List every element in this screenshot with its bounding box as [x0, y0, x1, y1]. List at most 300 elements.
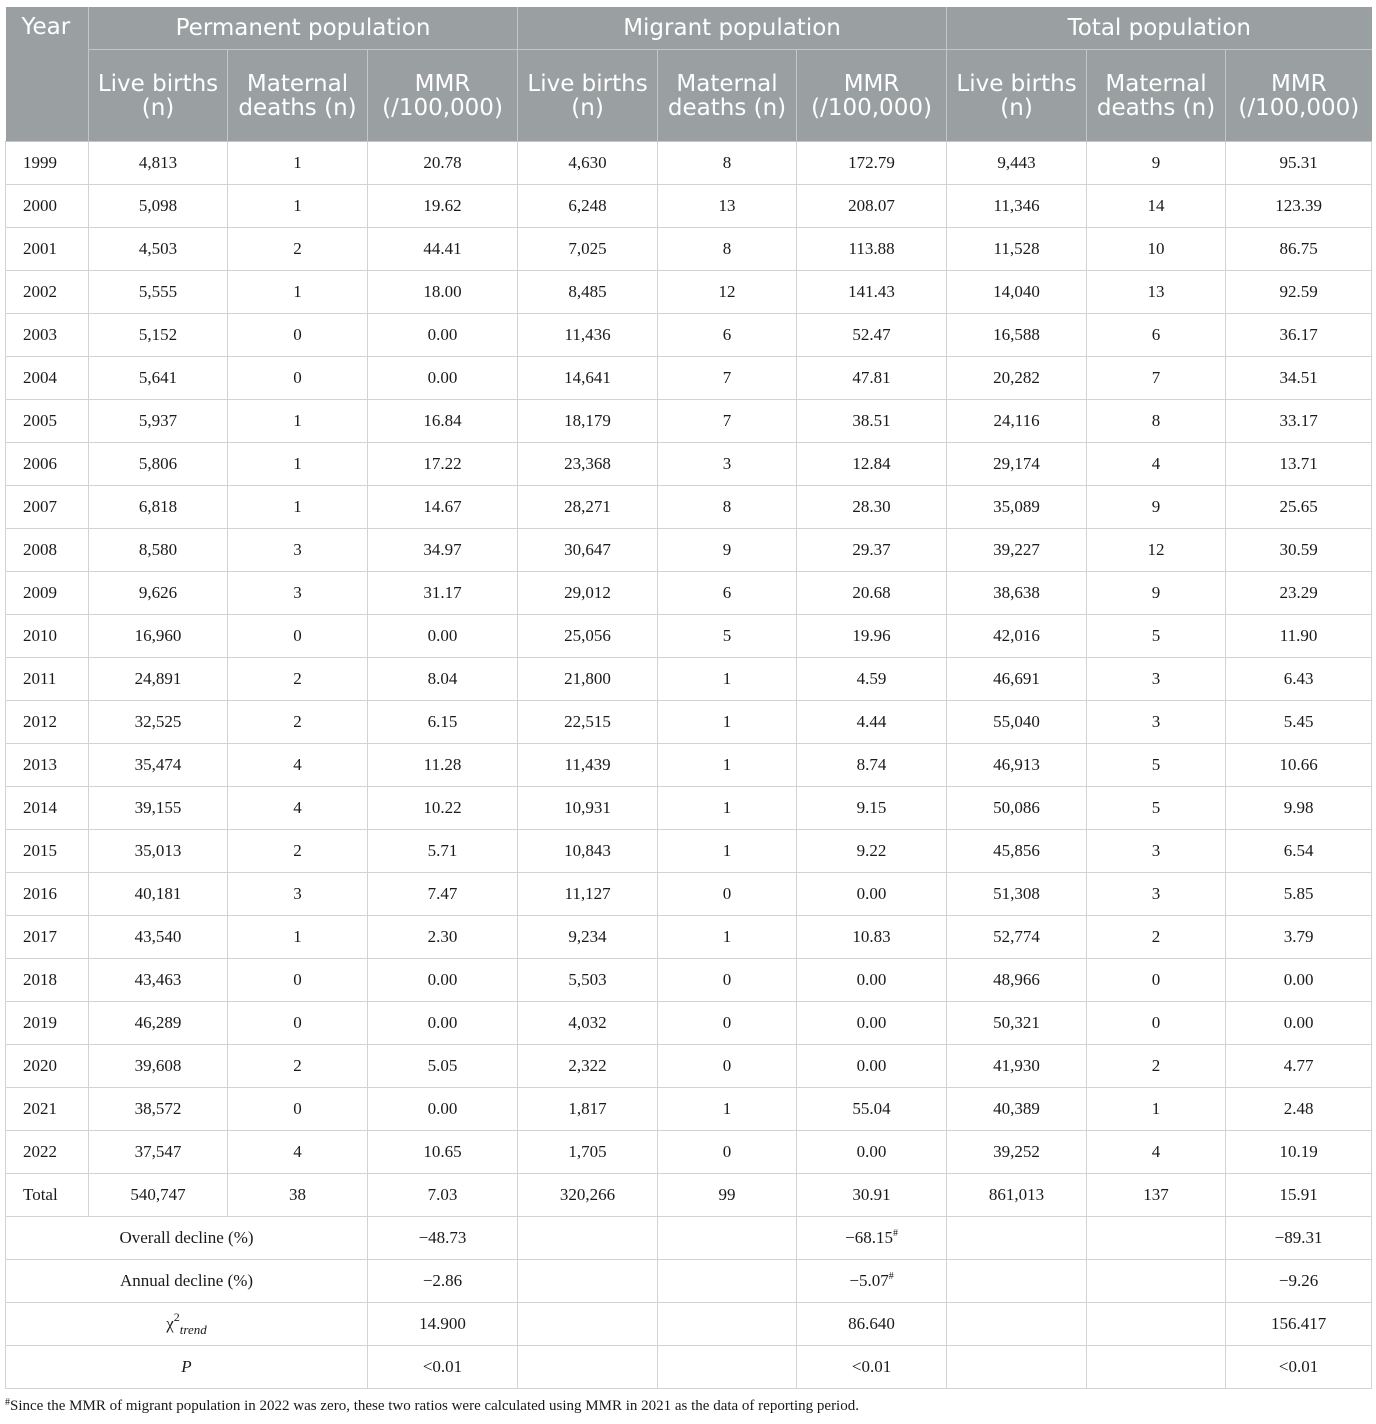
table-cell: 2	[228, 228, 368, 271]
table-cell: 141.43	[797, 271, 947, 314]
table-cell: 7.47	[368, 873, 518, 916]
table-cell: 39,227	[947, 529, 1087, 572]
table-cell: 0	[1087, 1002, 1226, 1045]
table-row	[6, 443, 1372, 486]
table-cell: 9	[1087, 486, 1226, 529]
header-group-total: Total population	[947, 7, 1372, 50]
footnote-mark: #	[888, 1271, 894, 1282]
table-cell: 25.65	[1226, 486, 1372, 529]
table-cell	[518, 1346, 658, 1389]
table-cell: 6	[1087, 314, 1226, 357]
table-cell: 7	[658, 400, 797, 443]
row-year-cell: 2021	[6, 1088, 89, 1131]
table-cell: 5.71	[368, 830, 518, 873]
table-cell: 95.31	[1226, 142, 1372, 185]
mmr-table	[5, 7, 1372, 1389]
table-cell: 3	[658, 443, 797, 486]
table-cell: 5.85	[1226, 873, 1372, 916]
table-cell	[658, 1346, 797, 1389]
table-cell: 19.62	[368, 185, 518, 228]
chi-superscript: 2	[173, 1310, 180, 1324]
table-cell: 1,705	[518, 1131, 658, 1174]
table-cell: 14.67	[368, 486, 518, 529]
summary-row-chi-square	[6, 1303, 1372, 1346]
table-cell: 29,174	[947, 443, 1087, 486]
table-cell: 4	[228, 787, 368, 830]
table-cell: 86.640	[797, 1303, 947, 1346]
table-cell: 3	[1087, 658, 1226, 701]
table-cell: 6	[658, 314, 797, 357]
table-cell: 3	[228, 873, 368, 916]
table-cell: 5,098	[89, 185, 228, 228]
table-cell: 9,234	[518, 916, 658, 959]
table-cell: 6,248	[518, 185, 658, 228]
table-cell: 45,856	[947, 830, 1087, 873]
table-cell: 48,966	[947, 959, 1087, 1002]
table-cell: 3.79	[1226, 916, 1372, 959]
table-cell: 8	[658, 142, 797, 185]
header-row-sub	[6, 50, 1372, 142]
table-cell: 11,436	[518, 314, 658, 357]
table-cell: 8	[658, 486, 797, 529]
table-cell: 1	[658, 658, 797, 701]
table-cell: 4.59	[797, 658, 947, 701]
table-cell: 32,525	[89, 701, 228, 744]
table-cell: 1	[658, 1088, 797, 1131]
table-cell: 0	[228, 1088, 368, 1131]
row-year-cell: 1999	[6, 142, 89, 185]
table-cell: 40,181	[89, 873, 228, 916]
table-cell: 39,252	[947, 1131, 1087, 1174]
table-cell: 2.48	[1226, 1088, 1372, 1131]
table-cell: 40,389	[947, 1088, 1087, 1131]
table-cell: 92.59	[1226, 271, 1372, 314]
table-row	[6, 314, 1372, 357]
table-cell: 9.22	[797, 830, 947, 873]
table-row	[6, 1002, 1372, 1045]
table-cell: 20.68	[797, 572, 947, 615]
row-year-cell: 2005	[6, 400, 89, 443]
table-cell: 19.96	[797, 615, 947, 658]
table-cell: 861,013	[947, 1174, 1087, 1217]
table-cell: 4	[228, 744, 368, 787]
table-cell: 0.00	[797, 1045, 947, 1088]
table-cell: 1,817	[518, 1088, 658, 1131]
table-cell: 34.97	[368, 529, 518, 572]
table-cell: 4.44	[797, 701, 947, 744]
table-cell: 4.77	[1226, 1045, 1372, 1088]
table-cell: 31.17	[368, 572, 518, 615]
table-cell: 8,580	[89, 529, 228, 572]
table-cell	[947, 1303, 1087, 1346]
table-row	[6, 830, 1372, 873]
table-cell: 6	[658, 572, 797, 615]
table-cell: 52,774	[947, 916, 1087, 959]
row-year-cell: 2022	[6, 1131, 89, 1174]
table-row	[6, 787, 1372, 830]
row-year-cell: 2018	[6, 959, 89, 1002]
row-year-cell: 2002	[6, 271, 89, 314]
header-mmr: MMR (/100,000)	[368, 50, 518, 142]
table-cell: 37,547	[89, 1131, 228, 1174]
header-maternal-deaths: Maternal deaths (n)	[658, 50, 797, 142]
table-cell: 6.15	[368, 701, 518, 744]
row-year-cell: 2010	[6, 615, 89, 658]
table-cell: 1	[658, 916, 797, 959]
table-cell: <0.01	[368, 1346, 518, 1389]
table-cell	[947, 1346, 1087, 1389]
table-cell: 14,040	[947, 271, 1087, 314]
table-cell: 1	[228, 443, 368, 486]
table-cell: 35,013	[89, 830, 228, 873]
table-cell: 51,308	[947, 873, 1087, 916]
table-cell: 3	[1087, 873, 1226, 916]
table-cell: 6.54	[1226, 830, 1372, 873]
table-cell: 9,443	[947, 142, 1087, 185]
table-row	[6, 701, 1372, 744]
table-row	[6, 744, 1372, 787]
table-cell: 1	[228, 486, 368, 529]
table-cell	[1087, 1260, 1226, 1303]
header-row-groups	[6, 7, 1372, 50]
table-cell: 9	[1087, 142, 1226, 185]
row-year-cell: 2016	[6, 873, 89, 916]
table-cell: 18.00	[368, 271, 518, 314]
table-cell: 24,891	[89, 658, 228, 701]
table-cell: 2	[228, 830, 368, 873]
table-cell: 10,843	[518, 830, 658, 873]
table-cell: 52.47	[797, 314, 947, 357]
table-cell	[658, 1260, 797, 1303]
table-cell: 0.00	[368, 615, 518, 658]
row-year-cell: 2011	[6, 658, 89, 701]
summary-label: Annual decline (%)	[6, 1260, 368, 1303]
table-cell: 1	[658, 830, 797, 873]
table-cell: 5	[1087, 744, 1226, 787]
table-cell: 21,800	[518, 658, 658, 701]
row-year-cell: 2004	[6, 357, 89, 400]
table-cell: 4	[1087, 1131, 1226, 1174]
table-cell: 8.74	[797, 744, 947, 787]
table-cell: 5	[1087, 615, 1226, 658]
table-cell: 14.900	[368, 1303, 518, 1346]
table-cell: 4,813	[89, 142, 228, 185]
table-cell: 137	[1087, 1174, 1226, 1217]
table-cell: 30.59	[1226, 529, 1372, 572]
table-cell: 5,555	[89, 271, 228, 314]
table-cell: 10.66	[1226, 744, 1372, 787]
table-row	[6, 357, 1372, 400]
table-cell: 86.75	[1226, 228, 1372, 271]
table-cell: 42,016	[947, 615, 1087, 658]
table-cell: 41,930	[947, 1045, 1087, 1088]
table-cell: 10.83	[797, 916, 947, 959]
header-live-births: Live births (n)	[89, 50, 228, 142]
table-cell: 10	[1087, 228, 1226, 271]
row-year-cell: 2000	[6, 185, 89, 228]
table-cell: 20.78	[368, 142, 518, 185]
table-row	[6, 1174, 1372, 1217]
table-cell: 10.19	[1226, 1131, 1372, 1174]
table-cell: 5	[658, 615, 797, 658]
table-cell: 38,572	[89, 1088, 228, 1131]
table-cell	[1087, 1346, 1226, 1389]
table-cell: 7	[658, 357, 797, 400]
table-cell: 1	[228, 916, 368, 959]
header-mmr: MMR (/100,000)	[1226, 50, 1372, 142]
table-cell: 25,056	[518, 615, 658, 658]
table-cell: 11.90	[1226, 615, 1372, 658]
table-cell: 30,647	[518, 529, 658, 572]
table-cell: 0	[228, 615, 368, 658]
table-cell: 1	[658, 701, 797, 744]
table-cell: 35,474	[89, 744, 228, 787]
table-cell: 0.00	[368, 357, 518, 400]
table-cell: 0.00	[797, 1002, 947, 1045]
table-row	[6, 959, 1372, 1002]
table-cell: 46,289	[89, 1002, 228, 1045]
table-cell: 36.17	[1226, 314, 1372, 357]
summary-label	[6, 1303, 368, 1346]
table-cell: 4	[1087, 443, 1226, 486]
table-cell: 8	[1087, 400, 1226, 443]
table-cell: 0.00	[368, 1002, 518, 1045]
row-year-cell: 2012	[6, 701, 89, 744]
table-cell: 55,040	[947, 701, 1087, 744]
table-cell: 5.05	[368, 1045, 518, 1088]
table-cell: 1	[658, 744, 797, 787]
table-cell: 47.81	[797, 357, 947, 400]
table-cell: 123.39	[1226, 185, 1372, 228]
table-cell: 0	[658, 1131, 797, 1174]
table-cell	[1087, 1217, 1226, 1260]
footnote-mark: #	[5, 1397, 10, 1408]
row-year-cell: 2006	[6, 443, 89, 486]
table-cell: 11,127	[518, 873, 658, 916]
table-cell: 5,503	[518, 959, 658, 1002]
table-cell: 3	[228, 529, 368, 572]
table-cell: 28,271	[518, 486, 658, 529]
table-cell: 43,463	[89, 959, 228, 1002]
table-cell: 2	[1087, 916, 1226, 959]
table-cell: 13	[1087, 271, 1226, 314]
table-cell: 5	[1087, 787, 1226, 830]
header-mmr: MMR (/100,000)	[797, 50, 947, 142]
table-row	[6, 873, 1372, 916]
table-cell: 5,806	[89, 443, 228, 486]
table-cell: 0.00	[368, 314, 518, 357]
table-cell: −2.86	[368, 1260, 518, 1303]
table-cell: 44.41	[368, 228, 518, 271]
table-cell: 39,155	[89, 787, 228, 830]
table-cell: 320,266	[518, 1174, 658, 1217]
table-cell: 0	[228, 959, 368, 1002]
table-cell: −9.26	[1226, 1260, 1372, 1303]
row-year-cell: 2007	[6, 486, 89, 529]
row-year-cell: 2015	[6, 830, 89, 873]
table-cell: 9	[658, 529, 797, 572]
table-cell: 0	[228, 357, 368, 400]
table-cell: 0	[658, 1002, 797, 1045]
table-cell: 22,515	[518, 701, 658, 744]
table-cell: 23.29	[1226, 572, 1372, 615]
table-cell	[518, 1303, 658, 1346]
table-cell: 10,931	[518, 787, 658, 830]
header-live-births: Live births (n)	[947, 50, 1087, 142]
table-cell: 0.00	[368, 959, 518, 1002]
table-row	[6, 658, 1372, 701]
table-cell: 2	[228, 701, 368, 744]
table-cell: 8.04	[368, 658, 518, 701]
table-cell: 16,960	[89, 615, 228, 658]
table-cell: 4	[228, 1131, 368, 1174]
table-row	[6, 400, 1372, 443]
table-cell: 0.00	[797, 1131, 947, 1174]
table-cell: 8,485	[518, 271, 658, 314]
header-year: Year	[6, 7, 89, 142]
table-cell: 6,818	[89, 486, 228, 529]
table-cell: 33.17	[1226, 400, 1372, 443]
table-cell: 35,089	[947, 486, 1087, 529]
table-cell: 7,025	[518, 228, 658, 271]
table-cell: 0	[1087, 959, 1226, 1002]
table-cell: 12	[1087, 529, 1226, 572]
table-row	[6, 572, 1372, 615]
table-cell: 2	[1087, 1045, 1226, 1088]
table-cell: 11,528	[947, 228, 1087, 271]
footnote-mark: #	[892, 1228, 898, 1239]
table-cell: −89.31	[1226, 1217, 1372, 1260]
header-group-migrant: Migrant population	[518, 7, 947, 50]
table-cell: 172.79	[797, 142, 947, 185]
table-cell: 38,638	[947, 572, 1087, 615]
table-cell: 55.04	[797, 1088, 947, 1131]
table-cell: 1	[658, 787, 797, 830]
table-row	[6, 185, 1372, 228]
table-cell: 0	[228, 314, 368, 357]
table-cell: 16.84	[368, 400, 518, 443]
row-year-cell: 2019	[6, 1002, 89, 1045]
cell-value: −68.15	[845, 1228, 893, 1247]
table-cell: 5.45	[1226, 701, 1372, 744]
table-cell: 43,540	[89, 916, 228, 959]
table-cell: 14	[1087, 185, 1226, 228]
header-maternal-deaths: Maternal deaths (n)	[228, 50, 368, 142]
table-row	[6, 142, 1372, 185]
table-cell: 13.71	[1226, 443, 1372, 486]
row-year-cell: 2017	[6, 916, 89, 959]
table-cell: 20,282	[947, 357, 1087, 400]
table-cell	[518, 1260, 658, 1303]
table-cell: 11.28	[368, 744, 518, 787]
table-cell	[947, 1217, 1087, 1260]
table-cell: 12	[658, 271, 797, 314]
table-cell: 3	[1087, 701, 1226, 744]
table-cell: 156.417	[1226, 1303, 1372, 1346]
table-cell: 1	[228, 400, 368, 443]
table-cell: 0.00	[1226, 1002, 1372, 1045]
summary-label: P	[6, 1346, 368, 1389]
table-cell: 12.84	[797, 443, 947, 486]
table-cell: 99	[658, 1174, 797, 1217]
table-row	[6, 486, 1372, 529]
table-cell: 9.15	[797, 787, 947, 830]
table-cell: 50,321	[947, 1002, 1087, 1045]
table-cell: <0.01	[1226, 1346, 1372, 1389]
table-row	[6, 271, 1372, 314]
table-cell: 14,641	[518, 357, 658, 400]
row-year-cell: 2014	[6, 787, 89, 830]
summary-row-annual-decline	[6, 1260, 1372, 1303]
table-cell: 11,346	[947, 185, 1087, 228]
summary-row-overall-decline	[6, 1217, 1372, 1260]
table-cell: 23,368	[518, 443, 658, 486]
table-cell: 7.03	[368, 1174, 518, 1217]
table-cell: 10.22	[368, 787, 518, 830]
table-cell: 50,086	[947, 787, 1087, 830]
table-cell	[518, 1217, 658, 1260]
table-cell	[947, 1260, 1087, 1303]
row-year-cell: 2013	[6, 744, 89, 787]
table-cell: 0.00	[368, 1088, 518, 1131]
table-cell: 5,641	[89, 357, 228, 400]
table-cell: 13	[658, 185, 797, 228]
table-cell: 29,012	[518, 572, 658, 615]
table-cell: 4,032	[518, 1002, 658, 1045]
table-cell: 11,439	[518, 744, 658, 787]
row-year-cell: 2003	[6, 314, 89, 357]
table-row	[6, 228, 1372, 271]
table-cell	[797, 1260, 947, 1303]
table-cell: 46,913	[947, 744, 1087, 787]
table-cell: 9.98	[1226, 787, 1372, 830]
table-cell: 0	[658, 873, 797, 916]
table-cell: 39,608	[89, 1045, 228, 1088]
table-cell: 0	[228, 1002, 368, 1045]
table-cell: 7	[1087, 357, 1226, 400]
table-cell: 113.88	[797, 228, 947, 271]
summary-row-p-value	[6, 1346, 1372, 1389]
header-maternal-deaths: Maternal deaths (n)	[1087, 50, 1226, 142]
table-cell: 6.43	[1226, 658, 1372, 701]
row-year-cell: 2009	[6, 572, 89, 615]
table-cell: 24,116	[947, 400, 1087, 443]
table-cell: 540,747	[89, 1174, 228, 1217]
header-live-births: Live births (n)	[518, 50, 658, 142]
table-cell: 46,691	[947, 658, 1087, 701]
table-cell: 8	[658, 228, 797, 271]
table-cell: 3	[1087, 830, 1226, 873]
table-cell: 1	[228, 271, 368, 314]
table-cell: 30.91	[797, 1174, 947, 1217]
table-cell: 5,152	[89, 314, 228, 357]
table-cell: 208.07	[797, 185, 947, 228]
table-row	[6, 1088, 1372, 1131]
chi-symbol: χ	[166, 1314, 174, 1333]
table-footnote	[5, 1398, 1371, 1415]
table-cell: 16,588	[947, 314, 1087, 357]
table-cell: 2	[228, 658, 368, 701]
table-cell: 28.30	[797, 486, 947, 529]
row-year-cell: Total	[6, 1174, 89, 1217]
table-body	[6, 142, 1372, 1389]
table-row	[6, 529, 1372, 572]
table-cell: 3	[228, 572, 368, 615]
table-cell: 0.00	[1226, 959, 1372, 1002]
table-cell: 2,322	[518, 1045, 658, 1088]
summary-label: Overall decline (%)	[6, 1217, 368, 1260]
table-row	[6, 1131, 1372, 1174]
